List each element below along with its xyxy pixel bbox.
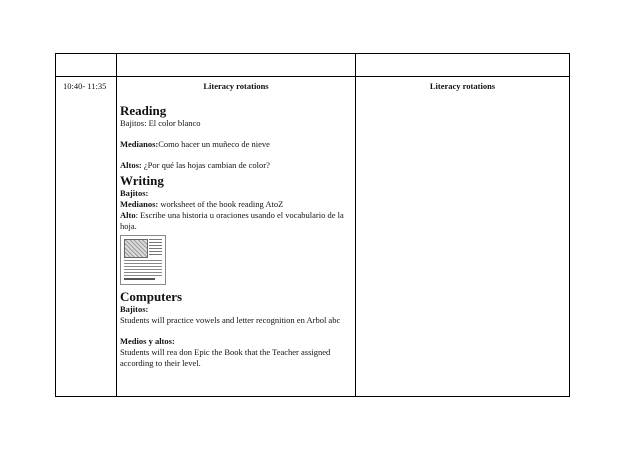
- reading-altos-text: ¿Por qué las hojas cambian de color?: [141, 160, 270, 170]
- column-header-literacy-rotations-2: Literacy rotations: [429, 81, 496, 91]
- worksheet-text-block: [149, 239, 162, 256]
- writing-medianos: [120, 199, 350, 210]
- rotations-content: [120, 103, 350, 369]
- computers-bajitos-text: Students will practice vowels and letter recognition en Arbol abc: [120, 315, 341, 325]
- writing-alto-text: : Escribe una historia u oraciones usando el vocabulario de la hoja.: [120, 210, 344, 231]
- column-header-literacy-rotations: Literacy rotations: [203, 81, 269, 91]
- table-left-border: [55, 53, 56, 397]
- reading-medianos: [120, 139, 350, 150]
- table-col-divider-1: [116, 53, 117, 397]
- reading-altos: [120, 160, 350, 171]
- worksheet-illustration: [124, 239, 148, 258]
- writing-medianos-label: Medianos:: [120, 199, 159, 209]
- writing-medianos-text: worksheet of the book reading AtoZ: [158, 199, 284, 209]
- computers-bajitos-label: Bajitos:: [120, 304, 149, 314]
- computers-medios-text: Students will rea don Epic the Book that the Teacher assigned according to their level.: [120, 347, 331, 368]
- table-right-border: [569, 53, 570, 397]
- reading-bajitos: Bajitos: El color blanco: [120, 118, 201, 128]
- writing-alto: [120, 210, 350, 232]
- writing-alto-label: Alto: [120, 210, 136, 220]
- table-bottom-border: [55, 396, 570, 397]
- table-row-divider: [55, 76, 570, 77]
- time-cell: 10:40- 11:35: [63, 81, 107, 91]
- writing-title: Writing: [120, 173, 164, 188]
- worksheet-footer: [124, 278, 155, 280]
- reading-title: Reading: [120, 103, 167, 118]
- worksheet-writing-lines: [124, 260, 162, 276]
- writing-bajitos-label: Bajitos:: [120, 188, 149, 198]
- table-top-border: [55, 53, 570, 54]
- computers-title: Computers: [120, 289, 183, 304]
- reading-medianos-label: Medianos:: [120, 139, 159, 149]
- table-col-divider-2: [355, 53, 356, 397]
- reading-altos-label: Altos:: [120, 160, 142, 170]
- computers-medios-label: Medios y altos:: [120, 336, 175, 346]
- reading-medianos-text: Como hacer un muñeco de nieve: [158, 139, 270, 149]
- worksheet-thumbnail-image: [120, 235, 166, 285]
